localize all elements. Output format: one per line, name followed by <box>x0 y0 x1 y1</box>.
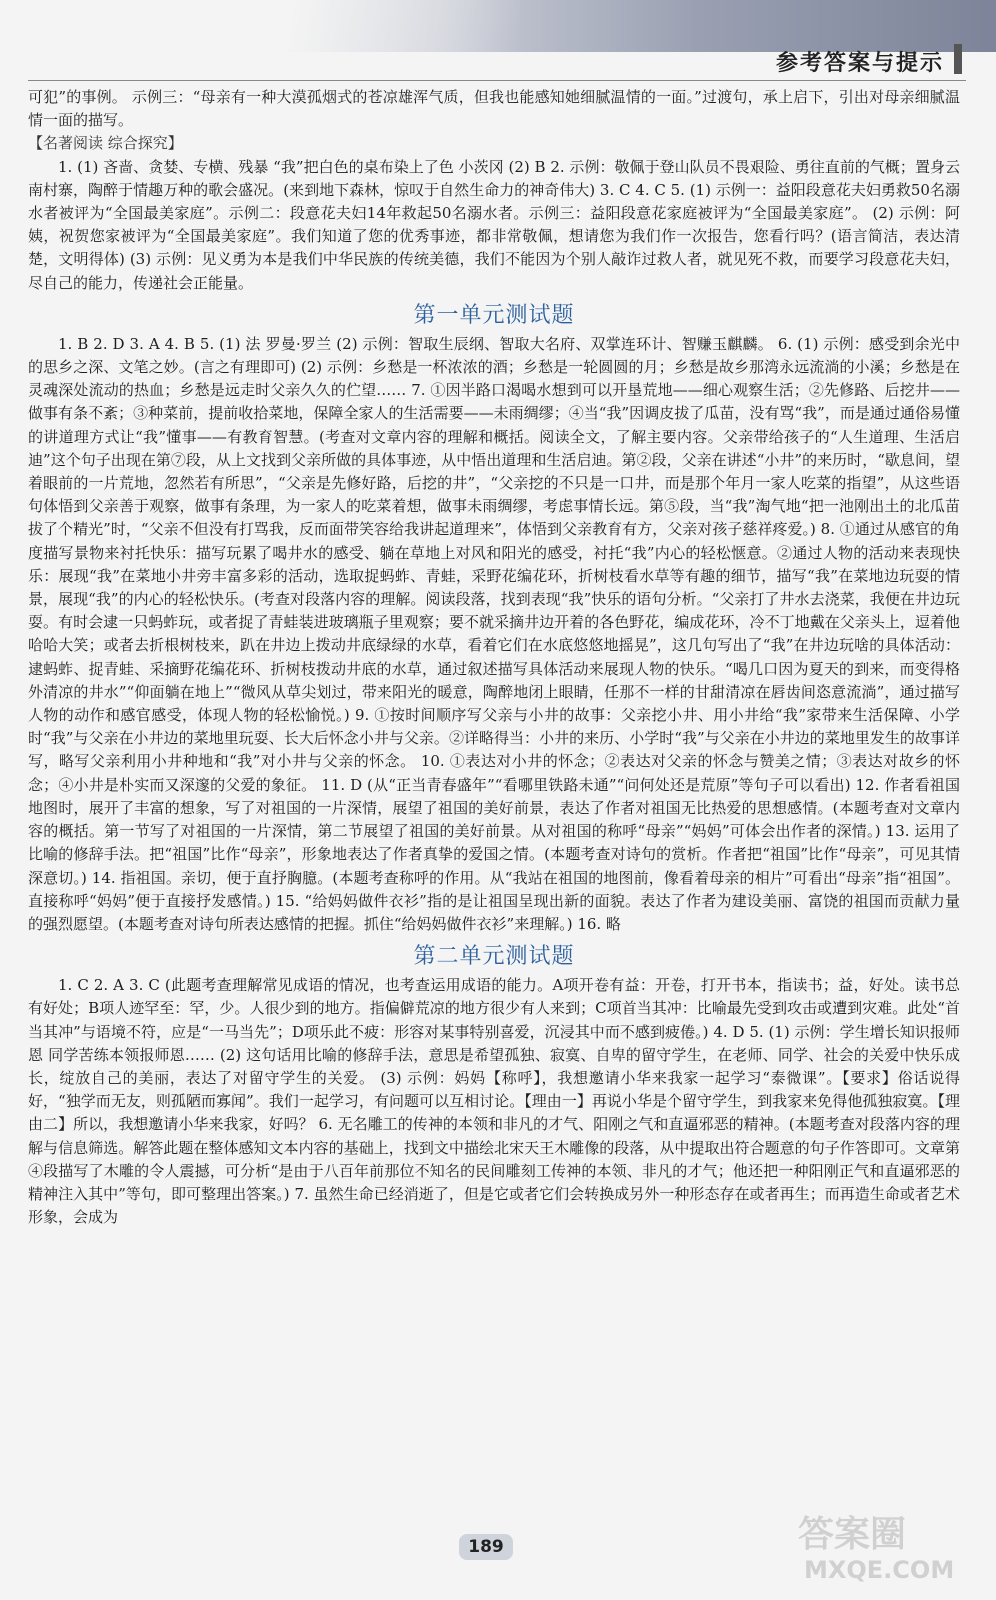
svg-text:答案圈: 答案圈 <box>798 1514 907 1555</box>
page-number: 189 <box>459 1534 513 1560</box>
unit2-title: 第二单元测试题 <box>413 944 575 970</box>
unit2-answers: 1. C 2. A 3. C (此题考查理解常见成语的情况，也考查运用成语的能力。A项开卷有益：开卷，打开书本，指读书；益，好处。读书总有好处；B项人迹罕至：罕，少。人很少到的地方。指偏僻荒凉的地方很少有人来到；C项首当其冲：比喻最先受到攻击或遭到灾难。此处“首当其冲”与语境不符，应是“一马当先”；D项乐此不疲：形容对某事特别喜爱，沉浸其中而不感到疲倦。) 4. D 5. (1) 示例：学生增长知识报师恩 同学苦练本领报师恩…… (2) 这句话用比喻的修辞手法，意思是希望孤独、寂寞、自卑的留守学生，在老师、同学、社会的关爱中快乐成长，绽放自己的美丽，表达了对留守学生的关爱。 (3) 示例：妈妈【称呼】，我想邀请小华来我家一起学习“泰微课”。【要求】俗话说得好，“独学而无友，则孤陋而寡闻”。我们一起学习，有问题可以互相讨论。【理由一】再说小华是个留守学生，到我家来免得他孤独寂寞。【理由二】所以，我想邀请小华来我家，好吗？ 6. 无名雕工的传神的本领和非凡的才气、阳刚之气和直逼邪恶的精神。(本题考查对段落内容的理解与信息筛选。解答此题在整体感知文本内容的基础上，找到文中描绘北宋天王木雕像的段落，从中提取出符合题意的句子作答即可。文章第④段描写了木雕的令人震撼，可分析“是由于八百年前那位不知名的民间雕刻工传神的本领、非凡的才气；他还把一种阳刚正气和直逼邪恶的精神注入其中”等句，即可整理出答案。) 7. 虽然生命已经消逝了，但是它或者它们会转换成另外一种形态存在或者再生；而再造生命或者艺术形象，会成为 <box>28 976 960 1227</box>
unit1-title: 第一单元测试题 <box>413 302 575 328</box>
section-tag: 【名著阅读 综合探究】 <box>28 134 183 153</box>
header-divider <box>28 80 966 81</box>
watermark-logo <box>794 1504 974 1586</box>
reading-answers: 1. (1) 吝啬、贪婪、专横、残暴 “我”把白色的桌布染上了色 小茨冈 (2) B 2. 示例：敬佩于登山队员不畏艰险、勇往直前的气概；置身云南村寨，陶醉于情趣万种的歌会盛况。(来到地下森林，惊叹于自然生命力的神奇伟大) 3. C 4. C 5. (1) 示例一：益阳段意花夫妇勇救50名溺水者被评为“全国最美家庭”。示例二：段意花夫妇14年救起50名溺水者。示例三：益阳段意花家庭被评为“全国最美家庭”。 (2) 示例：阿姨，祝贺您家被评为“全国最美家庭”。我们知道了您的优秀事迹，都非常敬佩，想请您为我们作一次报告，您看行吗？(语言简洁，表达清楚，文明得体) (3) 示例：见义勇为本是我们中华民族的传统美德，我们不能因为个别人敲诈过救人者，就见死不救，而要学习段意花夫妇，尽自己的能力，传递社会正能量。 <box>28 157 960 292</box>
intro-paragraph: 可犯”的事例。 示例三：“母亲有一种大漠孤烟式的苍凉雄浑气质，但我也能感知她细腻温情的一面。”过渡句，承上启下，引出对母亲细腻温情一面的描写。 <box>28 88 960 130</box>
header-marker-bar <box>954 44 962 74</box>
unit1-answers: 1. B 2. D 3. A 4. B 5. (1) 法 罗曼·罗兰 (2) 示例：智取生辰纲、智取大名府、双掌连环计、智赚玉麒麟。 6. (1) 示例：感受到余光中的思乡之深、文笔之妙。(言之有理即可) (2) 示例：乡愁是一杯浓浓的酒；乡愁是一轮圆圆的月；乡愁是故乡那湾永远流淌的小溪；乡愁是在灵魂深处流动的热血；乡愁是远走时父亲久久的伫望…… 7. ①因半路口渴喝水想到可以开垦荒地——细心观察生活；②先修路、后挖井——做事有条不紊；③种菜前，提前收拾菜地，保障全家人的生活需要——未雨绸缪；④当“我”因调皮拔了瓜苗，没有骂“我”，而是通过通俗易懂的讲道理方式让“我”懂事——有教育智慧。(考查对文章内容的理解和概括。阅读全文，了解主要内容。父亲带给孩子的“人生道理、生活启迪”这个句子出现在第⑦段，从上文找到父亲所做的具体事迹，从中悟出道理和生活启迪。第②段，父亲在讲述“小井”的来历时，“歇息间，望着眼前的一片荒地，忽然若有所思”，“父亲是先修好路，后挖的井”，“父亲挖的不只是一口井，而是那个年月一家人吃菜的指望”，从这些语句体悟到父亲善于观察，做事有条理，为一家人的吃菜着想，做事未雨绸缪，考虑事情长远。第⑤段，当“我”淘气地“把一池刚出土的北瓜苗拔了个精光”时，“父亲不但没有打骂我，反而面带笑容给我讲起道理来”，体悟到父亲教育有方，父亲对孩子慈祥疼爱。) 8. ①通过从感官的角度描写景物来衬托快乐：描写玩累了喝井水的感受、躺在草地上对风和阳光的感受，衬托“我”内心的轻松惬意。②通过人物的活动来表现快乐：展现“我”在菜地小井旁丰富多彩的活动，选取捉蚂蚱、青蛙，采野花编花环，折树枝看水草等有趣的细节，描写“我”在菜地边玩耍的情景，展现“我”的内心的轻松快乐。(考查对段落内容的理解。阅读段落，找到表现“我”快乐的语句分析。“父亲打了井水去浇菜，我便在井边玩耍。有时会逮一只蚂蚱玩，或者捉了青蛙装进玻璃瓶子里观察；要不就采摘井边开着的各色野花，编成花环，冷不丁地戴在父亲头上，逗着他哈哈大笑；或者去折根树枝来，趴在井边上拨动井底绿绿的水草，看着它们在水底悠悠地摇晃”，这几句写出了“我”在井边玩啥的具体活动：逮蚂蚱、捉青蛙、采摘野花编花环、折树枝拨动井底的水草，通过叙述描写具体活动来展现人物的快乐。“喝几口因为夏天的到来，而变得格外清凉的井水”“仰面躺在地上”“微风从草尖划过，带来阳光的暖意，陶醉地闭上眼睛，任那不一样的甘甜清凉在唇齿间恣意流淌”，通过描写人物的动作和感官感受，体现人物的轻松愉悦。) 9. ①按时间顺序写父亲与小井的故事：父亲挖小井、用小井给“我”家带来生活保障、小学时“我”与父亲在小井边的菜地里玩耍、长大后怀念小井与父亲。②详略得当：小井的来历、小学时“我”与父亲在小井边的菜地里发生的故事详写，略写父亲利用小井种地和“我”对小井与父亲的怀念。 10. ①表达对小井的怀念；②表达对父亲的怀念与赞美之情；③表达对故乡的怀念；④小井是朴实而又深邃的父爱的象征。 11. D (从“正当青春盛年”“看哪里铁路未通”“问何处还是荒原”等句子可以看出) 12. 作者看祖国地图时，展开了丰富的想象，写了对祖国的一片深情，展望了祖国的美好前景，表达了作者对祖国无比热爱的思想感情。(本题考查对文章内容的概括。第一节写了对祖国的一片深情，第二节展望了祖国的美好前景。从对祖国的称呼“母亲”“妈妈”可体会出作者的深情。) 13. 运用了比喻的修辞手法。把“祖国”比作“母亲”，形象地表达了作者真挚的爱国之情。(本题考查对诗句的赏析。作者把“祖国”比作“母亲”，可见其情深意切。) 14. 指祖国。亲切，便于直抒胸臆。(本题考查称呼的作用。从“我站在祖国的地图前，像看着母亲的相片”可看出“母亲”指“祖国”。直接称呼“妈妈”便于直接抒发感情。) 15. “给妈妈做件衣衫”指的是让祖国呈现出新的面貌。表达了作者为建设美丽、富饶的祖国而贡献力量的强烈愿望。(本题考查对诗句所表达感情的把握。抓住“给妈妈做件衣衫”来理解。) 16. 略 <box>28 334 960 933</box>
answer-content <box>28 86 960 1229</box>
page-header-title: 参考答案与提示 <box>775 51 944 76</box>
header-band <box>0 0 996 52</box>
svg-text:MXQE.COM: MXQE.COM <box>804 1556 955 1584</box>
